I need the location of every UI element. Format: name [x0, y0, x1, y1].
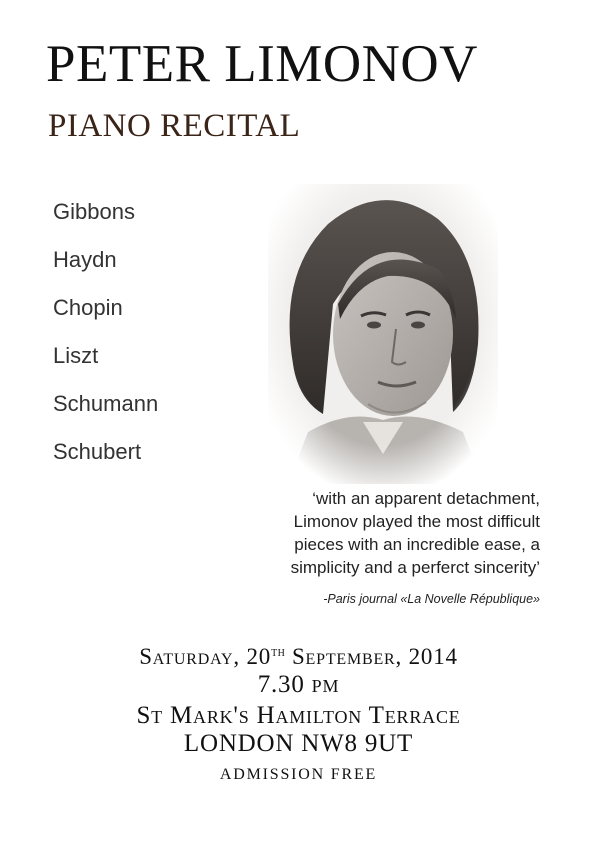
date-ordinal: th	[271, 645, 286, 660]
pianist-portrait-photo	[268, 184, 498, 484]
date-prefix: Saturday, 20	[139, 644, 272, 669]
admission-note: ADMISSION FREE	[219, 766, 378, 783]
quote-line: simplicity and a perferct sincerity’	[290, 558, 540, 577]
quote-line: ‘with an apparent detachment,	[312, 489, 540, 508]
date-rest: September, 2014	[285, 644, 458, 669]
event-date	[0, 638, 597, 672]
event-subtitle: PIANO RECITAL	[48, 108, 301, 144]
performer-name: PETER LIMONOV	[46, 35, 478, 93]
press-quote	[291, 487, 540, 579]
quote-line: pieces with an incredible ease, a	[294, 535, 540, 554]
event-time: 7.30 pm	[257, 671, 340, 698]
quote-line: Limonov played the most difficult	[293, 512, 540, 531]
event-city: LONDON NW8 9UT	[183, 730, 414, 757]
composer-item: Haydn	[53, 247, 117, 272]
composer-item: Schubert	[53, 439, 142, 464]
composer-list	[53, 200, 158, 488]
composer-item: Liszt	[53, 343, 99, 368]
composer-item: Gibbons	[53, 199, 135, 224]
composer-item: Chopin	[53, 295, 123, 320]
event-venue: St Mark's Hamilton Terrace	[136, 702, 461, 729]
composer-item: Schumann	[53, 391, 159, 416]
quote-source: -Paris journal «La Novelle République»	[323, 592, 540, 606]
